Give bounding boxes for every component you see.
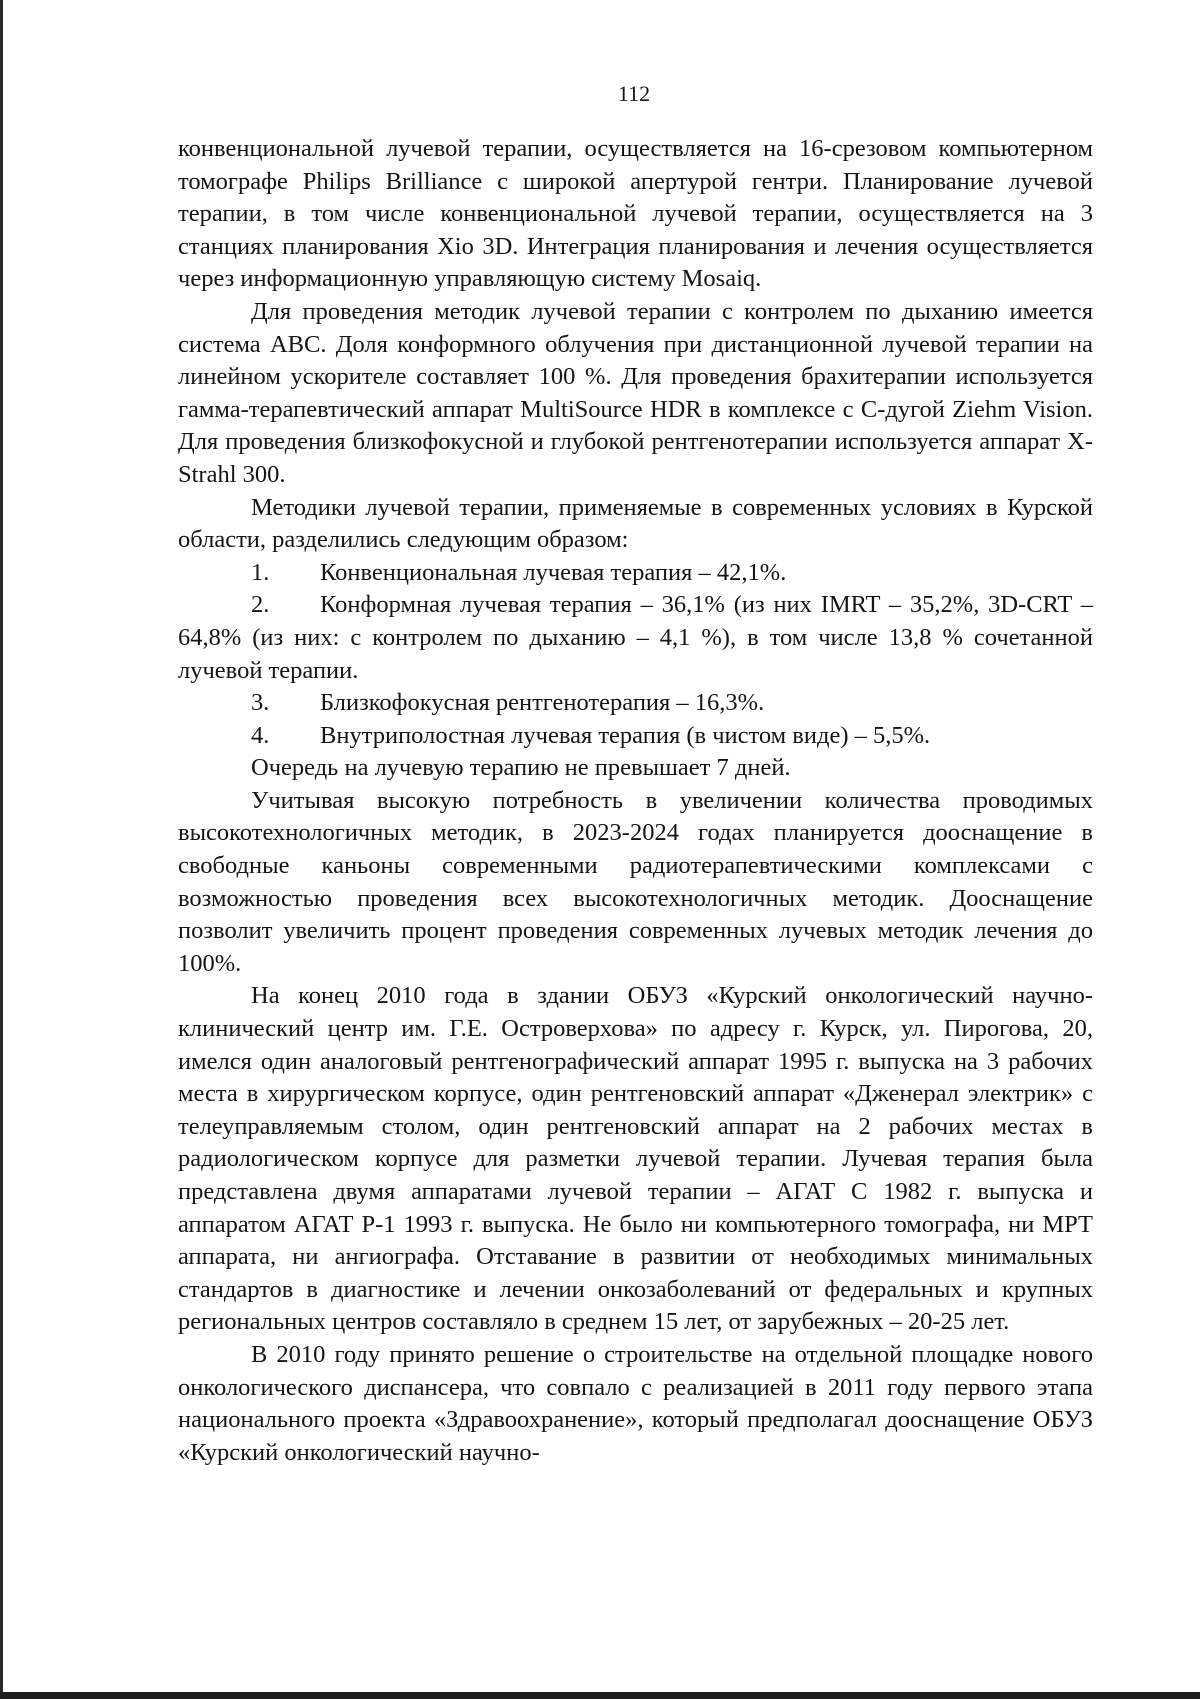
document-body bbox=[178, 133, 1093, 1469]
scan-bottom-edge bbox=[0, 1692, 1200, 1699]
list-item-text: Близкофокусная рентгенотерапия – 16,3%. bbox=[320, 689, 765, 717]
list-item-number: 4. bbox=[251, 721, 270, 749]
list-item-text: Конформная лучевая терапия – 36,1% (из них IMRT – 35,2%, 3D-CRT – 64,8% (из них: с контролем по дыханию – 4,1 %), в том числе 13,8 % сочетанной лучевой терапии. bbox=[178, 591, 1093, 684]
paragraph: Для проведения методик лучевой терапии с контролем по дыханию имеется система ABC. Доля конформного облучения при дистанционной лучевой терапии на линейном ускорителе составляет 100 %. Для проведения брахитерапии используется гамма-терапевтический аппарат MultiSource HDR в комплексе с С-дугой Ziehm Vision. Для проведения близкофокусной и глубокой рентгенотерапии используется аппарат X-Strahl 300. bbox=[178, 297, 1093, 488]
paragraph: конвенциональной лучевой терапии, осуществляется на 16-срезовом компьютерном томографе Philips Brilliance с широкой апертурой гентри. Планирование лучевой терапии, в том числе конвенциональной лучевой терапии, осуществляется на 3 станциях планирования Xio 3D. Интеграция планирования и лечения осуществляется через информационную управляющую систему Mosaiq. bbox=[178, 135, 1093, 293]
list-item bbox=[178, 687, 1093, 720]
paragraph: Очередь на лучевую терапию не превышает 7 дней. bbox=[251, 754, 791, 782]
paragraph: На конец 2010 года в здании ОБУЗ «Курский онкологический научно-клинический центр им. Г.Е. Островерхова» по адресу г. Курск, ул. Пирогова, 20, имелся один аналоговый рентгенографический аппарат 1995 г. выпуска на 3 рабочих места в хирургическом корпусе, один рентгеновский аппарат «Дженерал электрик» с телеуправляемым столом, один рентгеновский аппарат на 2 рабочих местах в радиологическом корпусе для разметки лучевой терапии. Лучевая терапия была представлена двумя аппаратами лучевой терапии – АГАТ С 1982 г. выпуска и аппаратом АГАТ Р-1 1993 г. выпуска. Не было ни компьютерного томографа, ни МРТ аппарата, ни ангиографа. Отставание в развитии от необходимых минимальных стандартов в диагностике и лечении онкозаболеваний от федеральных и крупных региональных центров составляло в среднем 15 лет, от зарубежных – 20-25 лет. bbox=[178, 982, 1093, 1336]
paragraph: В 2010 году принято решение о строительстве на отдельной площадке нового онкологического диспансера, что совпало с реализацией в 2011 году первого этапа национального проекта «Здравоохранение», который предполагал дооснащение ОБУЗ «Курский онкологический научно- bbox=[178, 1340, 1093, 1466]
page-number: 112 bbox=[617, 81, 651, 106]
list-item-number: 2. bbox=[251, 591, 270, 619]
paragraph: Учитывая высокую потребность в увеличении количества проводимых высокотехнологичных методик, в 2023-2024 годах планируется дооснащение в свободные каньоны современными радиотерапевтическими комплексами с возможностью проведения всех высокотехнологичных методик. Дооснащение позволит увеличить процент проведения современных лучевых методик лечения до 100%. bbox=[178, 786, 1093, 977]
scan-left-edge bbox=[0, 0, 3, 1699]
paragraph: Методики лучевой терапии, применяемые в современных условиях в Курской области, разделились следующим образом: bbox=[178, 493, 1093, 554]
list-item-text: Конвенциональная лучевая терапия – 42,1%. bbox=[320, 558, 787, 586]
list-item bbox=[178, 720, 1093, 753]
list-item bbox=[178, 589, 1093, 687]
list-item bbox=[178, 557, 1093, 590]
list-item-number: 1. bbox=[251, 558, 270, 586]
list-item-text: Внутриполостная лучевая терапия (в чистом виде) – 5,5%. bbox=[320, 721, 931, 749]
list-item-number: 3. bbox=[251, 689, 270, 717]
